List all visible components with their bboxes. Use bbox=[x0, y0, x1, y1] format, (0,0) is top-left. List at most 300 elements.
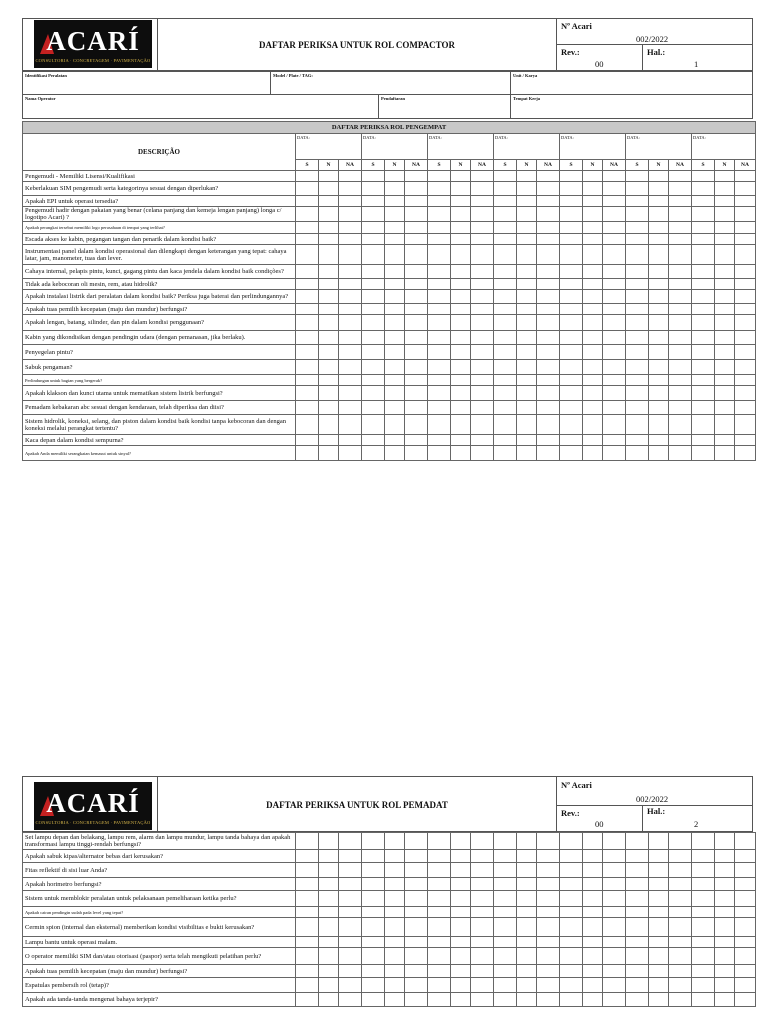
check-cell[interactable] bbox=[319, 401, 339, 415]
check-cell[interactable] bbox=[560, 196, 583, 207]
check-cell[interactable] bbox=[451, 415, 471, 435]
check-cell[interactable] bbox=[669, 245, 692, 265]
check-cell[interactable] bbox=[428, 401, 451, 415]
check-cell[interactable] bbox=[428, 331, 451, 345]
check-cell[interactable] bbox=[649, 290, 669, 304]
check-cell[interactable] bbox=[649, 386, 669, 401]
check-cell[interactable] bbox=[385, 279, 405, 290]
check-cell[interactable] bbox=[692, 401, 715, 415]
check-cell[interactable] bbox=[296, 265, 319, 279]
check-cell[interactable] bbox=[735, 993, 756, 1007]
check-cell[interactable] bbox=[319, 207, 339, 222]
check-cell[interactable] bbox=[451, 948, 471, 965]
check-cell[interactable] bbox=[385, 918, 405, 937]
check-cell[interactable] bbox=[385, 978, 405, 993]
check-cell[interactable] bbox=[339, 446, 362, 461]
check-cell[interactable] bbox=[649, 446, 669, 461]
check-cell[interactable] bbox=[583, 401, 603, 415]
check-cell[interactable] bbox=[339, 993, 362, 1007]
check-cell[interactable] bbox=[649, 171, 669, 182]
check-cell[interactable] bbox=[669, 315, 692, 331]
check-cell[interactable] bbox=[405, 207, 428, 222]
check-cell[interactable] bbox=[649, 948, 669, 965]
check-cell[interactable] bbox=[537, 279, 560, 290]
check-cell[interactable] bbox=[560, 833, 583, 850]
check-cell[interactable] bbox=[692, 290, 715, 304]
check-cell[interactable] bbox=[405, 878, 428, 891]
check-cell[interactable] bbox=[669, 415, 692, 435]
check-cell[interactable] bbox=[735, 234, 756, 245]
check-cell[interactable] bbox=[692, 446, 715, 461]
check-cell[interactable] bbox=[669, 279, 692, 290]
check-cell[interactable] bbox=[405, 304, 428, 315]
check-cell[interactable] bbox=[494, 182, 517, 196]
check-cell[interactable] bbox=[517, 415, 537, 435]
check-cell[interactable] bbox=[735, 265, 756, 279]
check-cell[interactable] bbox=[451, 907, 471, 918]
check-cell[interactable] bbox=[560, 265, 583, 279]
check-cell[interactable] bbox=[362, 948, 385, 965]
check-cell[interactable] bbox=[385, 993, 405, 1007]
check-cell[interactable] bbox=[494, 948, 517, 965]
check-cell[interactable] bbox=[494, 833, 517, 850]
check-cell[interactable] bbox=[471, 222, 494, 234]
check-cell[interactable] bbox=[385, 315, 405, 331]
check-cell[interactable] bbox=[296, 234, 319, 245]
check-cell[interactable] bbox=[362, 978, 385, 993]
check-cell[interactable] bbox=[715, 435, 735, 446]
check-cell[interactable] bbox=[669, 386, 692, 401]
check-cell[interactable] bbox=[451, 937, 471, 948]
check-cell[interactable] bbox=[494, 401, 517, 415]
check-cell[interactable] bbox=[451, 435, 471, 446]
check-cell[interactable] bbox=[428, 993, 451, 1007]
check-cell[interactable] bbox=[537, 833, 560, 850]
check-cell[interactable] bbox=[649, 401, 669, 415]
check-cell[interactable] bbox=[517, 918, 537, 937]
check-cell[interactable] bbox=[385, 833, 405, 850]
check-cell[interactable] bbox=[603, 345, 626, 360]
check-cell[interactable] bbox=[626, 948, 649, 965]
check-cell[interactable] bbox=[715, 833, 735, 850]
check-cell[interactable] bbox=[494, 360, 517, 375]
check-cell[interactable] bbox=[494, 265, 517, 279]
check-cell[interactable] bbox=[603, 331, 626, 345]
check-cell[interactable] bbox=[669, 182, 692, 196]
check-cell[interactable] bbox=[603, 315, 626, 331]
check-cell[interactable] bbox=[626, 907, 649, 918]
check-cell[interactable] bbox=[626, 304, 649, 315]
check-cell[interactable] bbox=[451, 304, 471, 315]
check-cell[interactable] bbox=[649, 907, 669, 918]
check-cell[interactable] bbox=[451, 360, 471, 375]
check-cell[interactable] bbox=[451, 265, 471, 279]
check-cell[interactable] bbox=[517, 375, 537, 386]
check-cell[interactable] bbox=[405, 948, 428, 965]
check-cell[interactable] bbox=[626, 850, 649, 863]
check-cell[interactable] bbox=[537, 850, 560, 863]
check-cell[interactable] bbox=[537, 207, 560, 222]
check-cell[interactable] bbox=[649, 360, 669, 375]
check-cell[interactable] bbox=[339, 345, 362, 360]
check-cell[interactable] bbox=[626, 196, 649, 207]
check-cell[interactable] bbox=[537, 375, 560, 386]
check-cell[interactable] bbox=[583, 978, 603, 993]
check-cell[interactable] bbox=[649, 315, 669, 331]
check-cell[interactable] bbox=[428, 918, 451, 937]
check-cell[interactable] bbox=[626, 965, 649, 978]
check-cell[interactable] bbox=[715, 375, 735, 386]
check-cell[interactable] bbox=[715, 290, 735, 304]
check-cell[interactable] bbox=[626, 937, 649, 948]
check-cell[interactable] bbox=[319, 965, 339, 978]
check-cell[interactable] bbox=[339, 265, 362, 279]
check-cell[interactable] bbox=[603, 290, 626, 304]
check-cell[interactable] bbox=[649, 222, 669, 234]
check-cell[interactable] bbox=[405, 196, 428, 207]
check-cell[interactable] bbox=[517, 222, 537, 234]
check-cell[interactable] bbox=[471, 937, 494, 948]
check-cell[interactable] bbox=[583, 222, 603, 234]
check-cell[interactable] bbox=[362, 891, 385, 907]
check-cell[interactable] bbox=[517, 182, 537, 196]
check-cell[interactable] bbox=[319, 863, 339, 878]
check-cell[interactable] bbox=[560, 948, 583, 965]
check-cell[interactable] bbox=[669, 331, 692, 345]
check-cell[interactable] bbox=[451, 891, 471, 907]
check-cell[interactable] bbox=[362, 171, 385, 182]
check-cell[interactable] bbox=[603, 948, 626, 965]
check-cell[interactable] bbox=[735, 891, 756, 907]
check-cell[interactable] bbox=[451, 171, 471, 182]
check-cell[interactable] bbox=[560, 918, 583, 937]
check-cell[interactable] bbox=[692, 207, 715, 222]
check-cell[interactable] bbox=[494, 415, 517, 435]
check-cell[interactable] bbox=[560, 375, 583, 386]
check-cell[interactable] bbox=[583, 415, 603, 435]
check-cell[interactable] bbox=[339, 401, 362, 415]
check-cell[interactable] bbox=[649, 965, 669, 978]
check-cell[interactable] bbox=[537, 907, 560, 918]
check-cell[interactable] bbox=[319, 978, 339, 993]
check-cell[interactable] bbox=[537, 315, 560, 331]
check-cell[interactable] bbox=[626, 833, 649, 850]
check-cell[interactable] bbox=[296, 878, 319, 891]
check-cell[interactable] bbox=[362, 279, 385, 290]
check-cell[interactable] bbox=[471, 182, 494, 196]
check-cell[interactable] bbox=[471, 850, 494, 863]
check-cell[interactable] bbox=[428, 171, 451, 182]
check-cell[interactable] bbox=[669, 863, 692, 878]
check-cell[interactable] bbox=[385, 415, 405, 435]
check-cell[interactable] bbox=[560, 446, 583, 461]
date-field[interactable]: DATA: bbox=[692, 134, 756, 160]
check-cell[interactable] bbox=[296, 386, 319, 401]
check-cell[interactable] bbox=[715, 863, 735, 878]
check-cell[interactable] bbox=[339, 182, 362, 196]
check-cell[interactable] bbox=[319, 375, 339, 386]
check-cell[interactable] bbox=[583, 993, 603, 1007]
check-cell[interactable] bbox=[405, 446, 428, 461]
check-cell[interactable] bbox=[603, 415, 626, 435]
check-cell[interactable] bbox=[339, 948, 362, 965]
check-cell[interactable] bbox=[735, 222, 756, 234]
check-cell[interactable] bbox=[451, 375, 471, 386]
check-cell[interactable] bbox=[405, 234, 428, 245]
check-cell[interactable] bbox=[692, 948, 715, 965]
check-cell[interactable] bbox=[583, 196, 603, 207]
check-cell[interactable] bbox=[583, 182, 603, 196]
check-cell[interactable] bbox=[471, 907, 494, 918]
check-cell[interactable] bbox=[494, 863, 517, 878]
check-cell[interactable] bbox=[296, 415, 319, 435]
check-cell[interactable] bbox=[471, 360, 494, 375]
check-cell[interactable] bbox=[735, 315, 756, 331]
check-cell[interactable] bbox=[385, 196, 405, 207]
check-cell[interactable] bbox=[517, 965, 537, 978]
check-cell[interactable] bbox=[692, 331, 715, 345]
check-cell[interactable] bbox=[560, 435, 583, 446]
check-cell[interactable] bbox=[362, 315, 385, 331]
check-cell[interactable] bbox=[319, 315, 339, 331]
check-cell[interactable] bbox=[471, 234, 494, 245]
check-cell[interactable] bbox=[735, 435, 756, 446]
check-cell[interactable] bbox=[715, 315, 735, 331]
check-cell[interactable] bbox=[428, 863, 451, 878]
check-cell[interactable] bbox=[735, 345, 756, 360]
check-cell[interactable] bbox=[735, 907, 756, 918]
check-cell[interactable] bbox=[471, 948, 494, 965]
check-cell[interactable] bbox=[517, 304, 537, 315]
check-cell[interactable] bbox=[517, 279, 537, 290]
check-cell[interactable] bbox=[715, 850, 735, 863]
check-cell[interactable] bbox=[603, 878, 626, 891]
check-cell[interactable] bbox=[735, 290, 756, 304]
check-cell[interactable] bbox=[626, 182, 649, 196]
check-cell[interactable] bbox=[583, 345, 603, 360]
check-cell[interactable] bbox=[669, 978, 692, 993]
check-cell[interactable] bbox=[405, 918, 428, 937]
check-cell[interactable] bbox=[428, 207, 451, 222]
check-cell[interactable] bbox=[494, 978, 517, 993]
check-cell[interactable] bbox=[537, 401, 560, 415]
check-cell[interactable] bbox=[451, 863, 471, 878]
check-cell[interactable] bbox=[451, 279, 471, 290]
check-cell[interactable] bbox=[296, 850, 319, 863]
check-cell[interactable] bbox=[537, 265, 560, 279]
check-cell[interactable] bbox=[692, 863, 715, 878]
check-cell[interactable] bbox=[669, 435, 692, 446]
check-cell[interactable] bbox=[319, 993, 339, 1007]
check-cell[interactable] bbox=[715, 386, 735, 401]
check-cell[interactable] bbox=[428, 196, 451, 207]
date-field[interactable]: DATA: bbox=[626, 134, 692, 160]
check-cell[interactable] bbox=[451, 401, 471, 415]
check-cell[interactable] bbox=[583, 290, 603, 304]
check-cell[interactable] bbox=[385, 234, 405, 245]
check-cell[interactable] bbox=[339, 386, 362, 401]
check-cell[interactable] bbox=[385, 850, 405, 863]
check-cell[interactable] bbox=[649, 265, 669, 279]
check-cell[interactable] bbox=[451, 182, 471, 196]
check-cell[interactable] bbox=[296, 965, 319, 978]
check-cell[interactable] bbox=[405, 315, 428, 331]
check-cell[interactable] bbox=[517, 315, 537, 331]
check-cell[interactable] bbox=[296, 360, 319, 375]
check-cell[interactable] bbox=[669, 171, 692, 182]
check-cell[interactable] bbox=[692, 279, 715, 290]
check-cell[interactable] bbox=[385, 891, 405, 907]
check-cell[interactable] bbox=[339, 863, 362, 878]
check-cell[interactable] bbox=[626, 993, 649, 1007]
check-cell[interactable] bbox=[471, 196, 494, 207]
check-cell[interactable] bbox=[471, 245, 494, 265]
check-cell[interactable] bbox=[735, 863, 756, 878]
check-cell[interactable] bbox=[715, 965, 735, 978]
check-cell[interactable] bbox=[451, 222, 471, 234]
check-cell[interactable] bbox=[603, 965, 626, 978]
check-cell[interactable] bbox=[517, 171, 537, 182]
check-cell[interactable] bbox=[560, 345, 583, 360]
check-cell[interactable] bbox=[405, 965, 428, 978]
check-cell[interactable] bbox=[494, 196, 517, 207]
check-cell[interactable] bbox=[715, 304, 735, 315]
check-cell[interactable] bbox=[517, 196, 537, 207]
check-cell[interactable] bbox=[692, 265, 715, 279]
check-cell[interactable] bbox=[362, 304, 385, 315]
check-cell[interactable] bbox=[405, 360, 428, 375]
check-cell[interactable] bbox=[517, 863, 537, 878]
check-cell[interactable] bbox=[603, 993, 626, 1007]
check-cell[interactable] bbox=[296, 315, 319, 331]
check-cell[interactable] bbox=[560, 171, 583, 182]
check-cell[interactable] bbox=[428, 435, 451, 446]
check-cell[interactable] bbox=[735, 207, 756, 222]
check-cell[interactable] bbox=[649, 207, 669, 222]
check-cell[interactable] bbox=[319, 850, 339, 863]
check-cell[interactable] bbox=[296, 863, 319, 878]
check-cell[interactable] bbox=[626, 978, 649, 993]
check-cell[interactable] bbox=[735, 375, 756, 386]
check-cell[interactable] bbox=[603, 182, 626, 196]
date-field[interactable]: DATA: bbox=[428, 134, 494, 160]
check-cell[interactable] bbox=[603, 891, 626, 907]
check-cell[interactable] bbox=[517, 245, 537, 265]
check-cell[interactable] bbox=[494, 386, 517, 401]
check-cell[interactable] bbox=[537, 891, 560, 907]
check-cell[interactable] bbox=[560, 234, 583, 245]
check-cell[interactable] bbox=[735, 360, 756, 375]
check-cell[interactable] bbox=[537, 360, 560, 375]
check-cell[interactable] bbox=[405, 386, 428, 401]
check-cell[interactable] bbox=[626, 171, 649, 182]
check-cell[interactable] bbox=[494, 937, 517, 948]
check-cell[interactable] bbox=[319, 234, 339, 245]
check-cell[interactable] bbox=[471, 171, 494, 182]
check-cell[interactable] bbox=[451, 446, 471, 461]
check-cell[interactable] bbox=[385, 937, 405, 948]
check-cell[interactable] bbox=[537, 386, 560, 401]
check-cell[interactable] bbox=[517, 993, 537, 1007]
check-cell[interactable] bbox=[735, 415, 756, 435]
check-cell[interactable] bbox=[428, 446, 451, 461]
check-cell[interactable] bbox=[735, 386, 756, 401]
check-cell[interactable] bbox=[649, 245, 669, 265]
check-cell[interactable] bbox=[319, 918, 339, 937]
check-cell[interactable] bbox=[471, 993, 494, 1007]
check-cell[interactable] bbox=[362, 401, 385, 415]
check-cell[interactable] bbox=[715, 171, 735, 182]
check-cell[interactable] bbox=[296, 290, 319, 304]
check-cell[interactable] bbox=[649, 850, 669, 863]
check-cell[interactable] bbox=[296, 446, 319, 461]
check-cell[interactable] bbox=[362, 965, 385, 978]
check-cell[interactable] bbox=[451, 234, 471, 245]
check-cell[interactable] bbox=[735, 965, 756, 978]
check-cell[interactable] bbox=[669, 401, 692, 415]
check-cell[interactable] bbox=[692, 182, 715, 196]
check-cell[interactable] bbox=[296, 207, 319, 222]
check-cell[interactable] bbox=[339, 304, 362, 315]
check-cell[interactable] bbox=[385, 401, 405, 415]
check-cell[interactable] bbox=[692, 833, 715, 850]
check-cell[interactable] bbox=[560, 978, 583, 993]
check-cell[interactable] bbox=[649, 918, 669, 937]
check-cell[interactable] bbox=[296, 948, 319, 965]
check-cell[interactable] bbox=[692, 304, 715, 315]
check-cell[interactable] bbox=[537, 304, 560, 315]
check-cell[interactable] bbox=[405, 345, 428, 360]
check-cell[interactable] bbox=[537, 965, 560, 978]
check-cell[interactable] bbox=[649, 978, 669, 993]
check-cell[interactable] bbox=[517, 207, 537, 222]
check-cell[interactable] bbox=[471, 415, 494, 435]
check-cell[interactable] bbox=[537, 878, 560, 891]
check-cell[interactable] bbox=[517, 907, 537, 918]
check-cell[interactable] bbox=[715, 948, 735, 965]
check-cell[interactable] bbox=[494, 279, 517, 290]
check-cell[interactable] bbox=[669, 937, 692, 948]
check-cell[interactable] bbox=[451, 315, 471, 331]
check-cell[interactable] bbox=[669, 375, 692, 386]
check-cell[interactable] bbox=[319, 891, 339, 907]
check-cell[interactable] bbox=[603, 245, 626, 265]
check-cell[interactable] bbox=[385, 435, 405, 446]
check-cell[interactable] bbox=[560, 290, 583, 304]
check-cell[interactable] bbox=[517, 446, 537, 461]
check-cell[interactable] bbox=[649, 196, 669, 207]
check-cell[interactable] bbox=[494, 315, 517, 331]
check-cell[interactable] bbox=[583, 891, 603, 907]
check-cell[interactable] bbox=[362, 234, 385, 245]
check-cell[interactable] bbox=[517, 331, 537, 345]
check-cell[interactable] bbox=[603, 222, 626, 234]
check-cell[interactable] bbox=[319, 304, 339, 315]
check-cell[interactable] bbox=[626, 386, 649, 401]
check-cell[interactable] bbox=[735, 401, 756, 415]
check-cell[interactable] bbox=[319, 182, 339, 196]
check-cell[interactable] bbox=[428, 386, 451, 401]
check-cell[interactable] bbox=[405, 245, 428, 265]
check-cell[interactable] bbox=[537, 863, 560, 878]
check-cell[interactable] bbox=[583, 171, 603, 182]
check-cell[interactable] bbox=[385, 863, 405, 878]
check-cell[interactable] bbox=[385, 345, 405, 360]
check-cell[interactable] bbox=[560, 279, 583, 290]
check-cell[interactable] bbox=[428, 222, 451, 234]
check-cell[interactable] bbox=[715, 265, 735, 279]
check-cell[interactable] bbox=[715, 891, 735, 907]
